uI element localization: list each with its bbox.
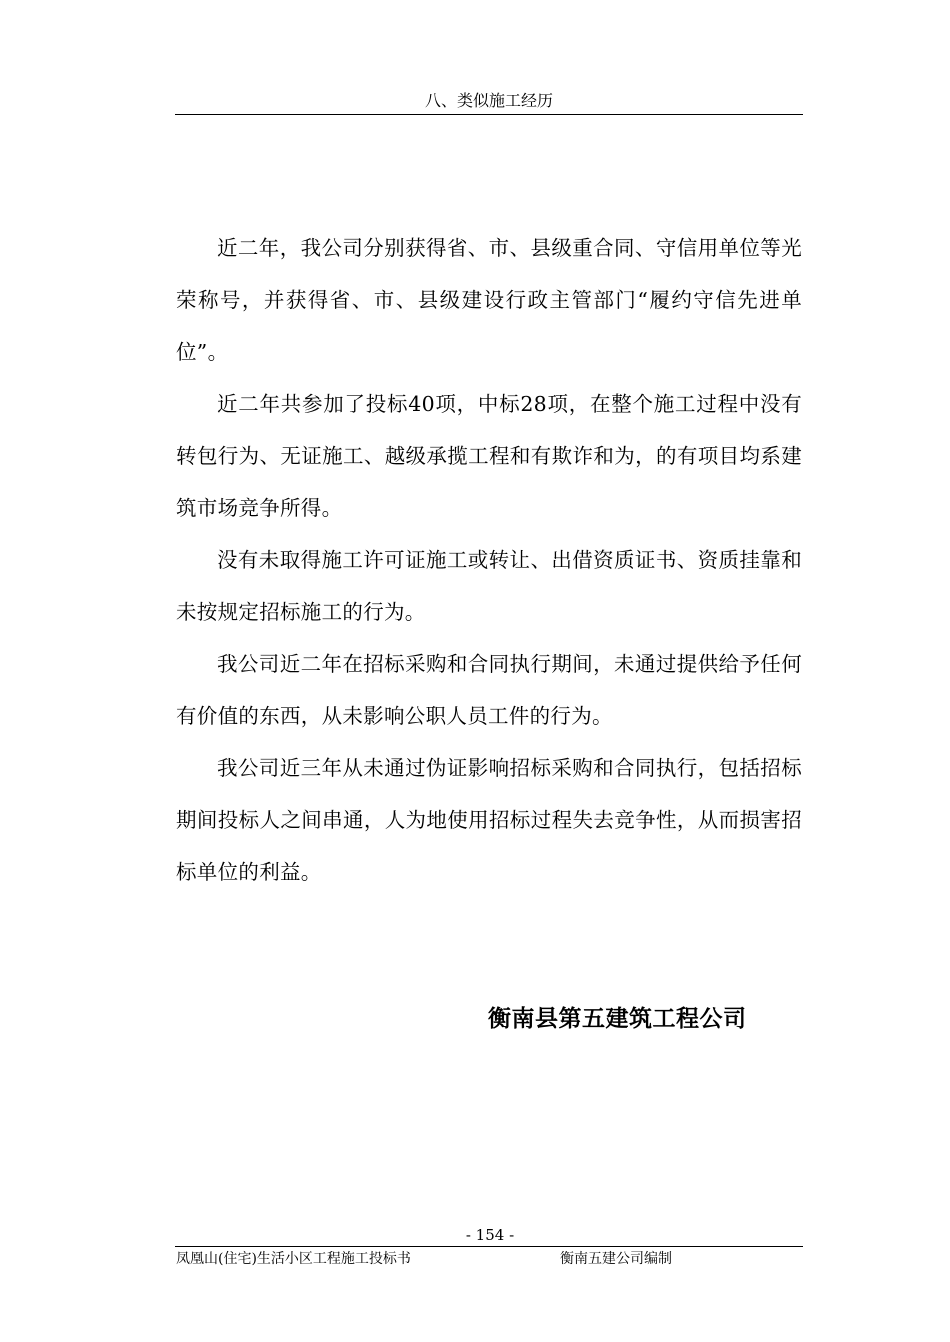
header-divider [175,114,803,115]
paragraph-no-bribery: 我公司近二年在招标采购和合同执行期间，未通过提供给予任何有价值的东西，从未影响公职人员工件的行为。 [176,652,802,728]
paragraph-bidding: 近二年共参加了投标40项，中标28项，在整个施工过程中没有转包行为、无证施工、越级承揽工程和有欺诈和为，的有项目均系建筑市场竞争所得。 [176,392,802,520]
paragraph-honors: 近二年，我公司分别获得省、市、县级重合同、守信用单位等光荣称号，并获得省、市、县级建设行政主管部门“履约守信先进单位”。 [176,236,802,364]
company-signature: 衡南县第五建筑工程公司 [488,1006,747,1032]
header-title: 八、类似施工经历 [424,91,553,110]
paragraph-no-collusion: 我公司近三年从未通过伪证影响招标采购和合同执行，包括招标期间投标人之间串通，人为地使用招标过程失去竞争性，从而损害招标单位的利益。 [176,756,802,884]
page-number: - 154 - [465,1226,515,1244]
document-body [176,222,802,898]
paragraph-permits: 没有未取得施工许可证施工或转让、出借资质证书、资质挂靠和未按规定招标施工的行为。 [176,548,802,624]
footer-compiler: 衡南五建公司编制 [560,1251,672,1267]
footer-document-title: 凤凰山(住宅)生活小区工程施工投标书 [176,1251,411,1267]
footer-divider [175,1246,803,1247]
